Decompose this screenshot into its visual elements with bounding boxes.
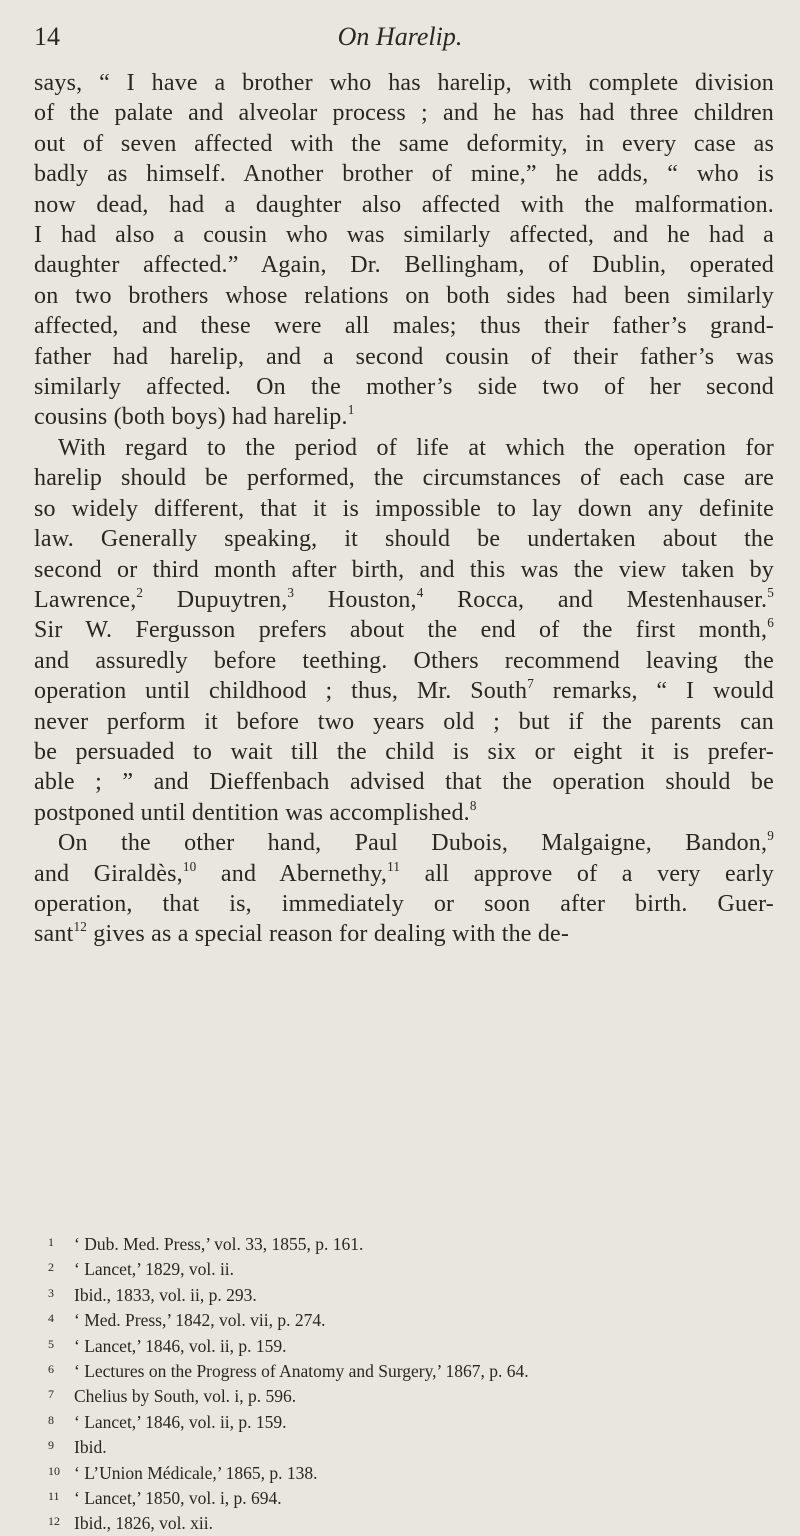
footnote-ref: 4 bbox=[416, 585, 424, 601]
text-line: of the palate and alveolar process ; and he has had three children bbox=[34, 100, 774, 127]
footnote-ref: 12 bbox=[73, 919, 88, 935]
body-text bbox=[34, 68, 774, 950]
text-line: operation, that is, immediately or soon after birth. Guer- bbox=[34, 890, 774, 917]
footnote-ref: 7 bbox=[527, 676, 535, 692]
text-line: badly as himself. Another brother of mine,” he adds, “ who is bbox=[34, 161, 774, 188]
footnote-ref: 1 bbox=[347, 402, 355, 418]
footnote bbox=[48, 1434, 768, 1459]
footnote bbox=[48, 1231, 768, 1256]
footnote-mark: 1 bbox=[48, 1235, 54, 1249]
footnote-text: Ibid., 1833, vol. ii, p. 293. bbox=[74, 1284, 257, 1305]
footnote-text: Ibid., 1826, vol. xii. bbox=[74, 1513, 214, 1534]
text-line: now dead, had a daughter also affected with the malformation. bbox=[34, 191, 774, 218]
footnote-mark: 9 bbox=[48, 1438, 54, 1453]
footnote-text: ‘ Lancet,’ 1829, vol. ii. bbox=[74, 1259, 235, 1280]
footnote-mark: 2 bbox=[48, 1260, 54, 1275]
text-line: says, “ I have a brother who has harelip, with complete division bbox=[34, 70, 774, 96]
footnote-text: ‘ Lectures on the Progress of Anatomy and Surgery,’ 1867, p. 64. bbox=[74, 1361, 529, 1382]
text-line: cousins (both boys) had harelip.$^1$ bbox=[34, 402, 355, 431]
text-line: out of seven affected with the same deformity, in every case as bbox=[34, 130, 774, 157]
footnote bbox=[48, 1383, 768, 1408]
page-header bbox=[34, 22, 766, 58]
footnote-text: Ibid. bbox=[74, 1437, 107, 1458]
footnote-mark: 3 bbox=[48, 1285, 54, 1300]
footnote bbox=[48, 1282, 768, 1307]
footnote-text: ‘ Med. Press,’ 1842, vol. vii, p. 274. bbox=[74, 1310, 326, 1331]
text-line: I had also a cousin who was similarly affected, and he had a bbox=[34, 222, 774, 249]
footnote-text: ‘ Lancet,’ 1846, vol. ii, p. 159. bbox=[74, 1335, 287, 1356]
footnote-ref: 3 bbox=[287, 585, 295, 601]
footnote bbox=[48, 1307, 768, 1332]
text-line: harelip should be performed, the circumstances of each case are bbox=[34, 465, 774, 492]
footnote bbox=[48, 1460, 768, 1485]
footnote-mark: 11 bbox=[48, 1489, 60, 1504]
paragraph bbox=[34, 433, 774, 828]
text-line: daughter affected.” Again, Dr. Bellingham, of Dublin, operated bbox=[34, 252, 774, 279]
footnote-ref: 2 bbox=[136, 585, 144, 601]
footnote-text: ‘ Lancet,’ 1846, vol. ii, p. 159. bbox=[74, 1411, 287, 1432]
text-line: second or third month after birth, and this was the view taken by bbox=[34, 556, 774, 583]
footnote bbox=[48, 1333, 768, 1358]
text-line: On the other hand, Paul Dubois, Malgaigne, Bandon,$^9$ bbox=[58, 828, 774, 857]
footnote-ref: 6 bbox=[767, 615, 774, 631]
footnote-ref: 9 bbox=[767, 828, 774, 844]
footnote bbox=[48, 1510, 768, 1535]
footnote-mark: 8 bbox=[48, 1412, 54, 1427]
footnote-mark: 7 bbox=[48, 1387, 54, 1402]
text-line: With regard to the period of life at which the operation for bbox=[58, 434, 774, 461]
text-line: so widely different, that it is impossible to lay down any definite bbox=[34, 495, 774, 522]
text-line: Lawrence,$^2$ Dupuytren,$^3$ Houston,$^4$ Rocca, and Mestenhauser.$^5$ bbox=[34, 585, 774, 613]
footnote-text: ‘ L’Union Médicale,’ 1865, p. 138. bbox=[74, 1462, 318, 1483]
footnote-ref: 8 bbox=[469, 797, 477, 813]
paragraph bbox=[34, 828, 774, 950]
footnote bbox=[48, 1409, 768, 1434]
text-line: affected, and these were all males; thus their father’s grand- bbox=[34, 313, 774, 340]
footnote-text: Chelius by South, vol. i, p. 596. bbox=[74, 1386, 297, 1407]
text-line: law. Generally speaking, it should be undertaken about the bbox=[34, 526, 774, 553]
footnote bbox=[48, 1256, 768, 1281]
page-number: 14 bbox=[34, 22, 60, 51]
text-line: and Giraldès,$^{10}$ and Abernethy,$^{11}$ all approve of a very early bbox=[34, 858, 775, 887]
footnote-mark: 12 bbox=[48, 1514, 60, 1529]
footnote-ref: 11 bbox=[387, 858, 401, 874]
text-line: postponed until dentition was accomplished.$^8$ bbox=[34, 797, 477, 826]
text-line: on two brothers whose relations on both sides had been similarly bbox=[34, 282, 774, 309]
text-line: be persuaded to wait till the child is six or eight it is prefer- bbox=[34, 738, 774, 765]
running-title: On Harelip. bbox=[337, 22, 463, 51]
text-line: sant$^{12}$ gives as a special reason for dealing with the de- bbox=[34, 919, 570, 948]
footnote bbox=[48, 1358, 768, 1383]
footnote-mark: 5 bbox=[48, 1336, 54, 1351]
footnote-ref: 5 bbox=[767, 585, 774, 601]
footnotes bbox=[48, 1231, 768, 1536]
text-line: and assuredly before teething. Others recommend leaving the bbox=[34, 647, 774, 674]
text-line: father had harelip, and a second cousin of their father’s was bbox=[34, 343, 774, 370]
text-line: operation until childhood ; thus, Mr. South$^7$ remarks, “ I would bbox=[34, 676, 774, 705]
footnote-mark: 6 bbox=[48, 1362, 54, 1377]
text-line: Sir W. Fergusson prefers about the end of the first month,$^6$ bbox=[34, 615, 774, 644]
footnote-mark: 4 bbox=[48, 1311, 54, 1326]
text-line: similarly affected. On the mother’s side two of her second bbox=[34, 374, 774, 401]
text-line: never perform it before two years old ; but if the parents can bbox=[34, 708, 774, 735]
footnote-text: ‘ Lancet,’ 1850, vol. i, p. 694. bbox=[74, 1488, 282, 1509]
paragraph bbox=[34, 68, 774, 433]
footnote-ref: 10 bbox=[182, 858, 197, 874]
footnote-text: ‘ Dub. Med. Press,’ vol. 33, 1855, p. 161. bbox=[74, 1234, 364, 1254]
footnote-mark: 10 bbox=[48, 1463, 60, 1478]
text-line: able ; ” and Dieffenbach advised that the operation should be bbox=[34, 769, 774, 796]
footnote bbox=[48, 1485, 768, 1510]
